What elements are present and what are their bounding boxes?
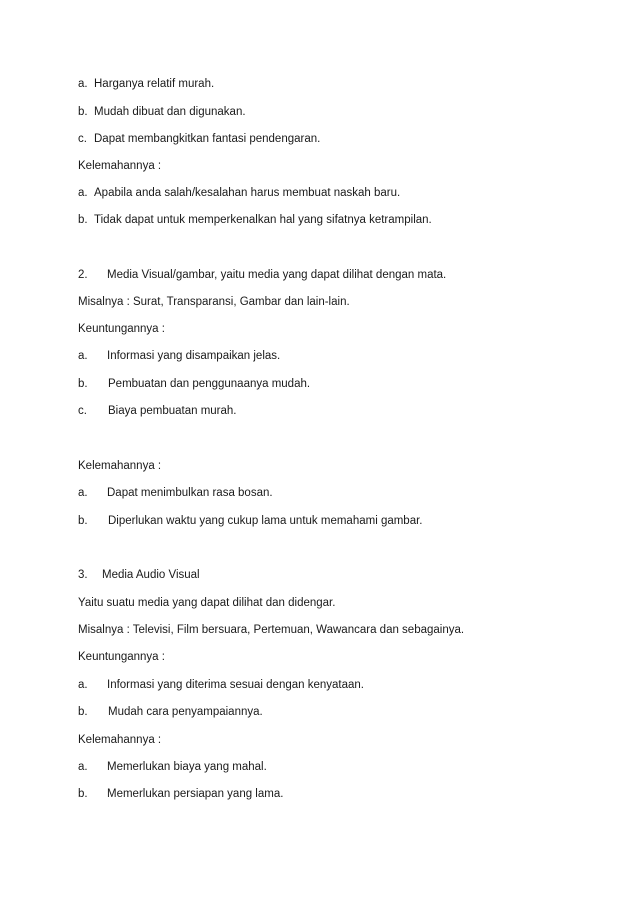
list-item [78, 377, 310, 391]
list-marker: b. [78, 706, 88, 718]
list-marker: b. [78, 788, 88, 800]
list-marker: a. [78, 187, 88, 199]
paragraph [78, 623, 464, 637]
list-item [78, 486, 273, 500]
list-item-text: Apabila anda salah/kesalahan harus membuat naskah baru. [94, 187, 401, 199]
section-heading-text: Media Visual/gambar, yaitu media yang dapat dilihat dengan mata. [107, 269, 447, 281]
list-item [78, 349, 280, 363]
section-heading-text: Media Audio Visual [102, 569, 200, 581]
list-marker: c. [78, 405, 87, 417]
section-label [78, 459, 161, 473]
list-item-text: Tidak dapat untuk memperkenalkan hal yang sifatnya ketrampilan. [94, 214, 432, 226]
list-marker: a. [78, 679, 88, 691]
paragraph-text: Misalnya : Surat, Transparansi, Gambar dan lain-lain. [78, 296, 350, 308]
section-heading [78, 268, 446, 282]
list-marker: b. [78, 214, 88, 226]
list-item [78, 404, 237, 418]
list-item [78, 760, 267, 774]
list-item-text: Dapat menimbulkan rasa bosan. [107, 487, 273, 499]
section-label-text: Keuntungannya : [78, 651, 165, 663]
list-marker: b. [78, 106, 88, 118]
list-marker: b. [78, 515, 88, 527]
list-marker: a. [78, 350, 88, 362]
list-item [78, 105, 246, 119]
paragraph-text: Misalnya : Televisi, Film bersuara, Pertemuan, Wawancara dan sebagainya. [78, 624, 465, 636]
list-marker: a. [78, 761, 88, 773]
section-label [78, 650, 165, 664]
list-item-text: Mudah dibuat dan digunakan. [94, 106, 246, 118]
paragraph [78, 596, 335, 610]
list-item [78, 514, 423, 528]
list-item [78, 186, 400, 200]
list-item [78, 77, 214, 91]
section-label-text: Keuntungannya : [78, 323, 165, 335]
list-marker: b. [78, 378, 88, 390]
list-item-text: Informasi yang diterima sesuai dengan kenyataan. [107, 679, 364, 691]
list-item [78, 213, 432, 227]
list-item-text: Memerlukan biaya yang mahal. [107, 761, 267, 773]
list-item-text: Dapat membangkitkan fantasi pendengaran. [94, 133, 321, 145]
section-label-text: Kelemahannya : [78, 460, 162, 472]
section-label [78, 159, 161, 173]
list-item-text: Diperlukan waktu yang cukup lama untuk memahami gambar. [108, 515, 423, 527]
section-label-text: Kelemahannya : [78, 734, 162, 746]
section-label-text: Kelemahannya : [78, 160, 162, 172]
list-marker: a. [78, 487, 88, 499]
section-number: 2. [78, 269, 88, 281]
section-heading [78, 568, 200, 582]
list-marker: c. [78, 133, 87, 145]
list-item-text: Biaya pembuatan murah. [108, 405, 237, 417]
list-item-text: Harganya relatif murah. [94, 78, 215, 90]
list-item-text: Mudah cara penyampaiannya. [108, 706, 263, 718]
list-item-text: Memerlukan persiapan yang lama. [107, 788, 284, 800]
list-item [78, 678, 364, 692]
list-marker: a. [78, 78, 88, 90]
list-item [78, 787, 283, 801]
list-item-text: Informasi yang disampaikan jelas. [107, 350, 281, 362]
list-item [78, 705, 263, 719]
section-label [78, 733, 161, 747]
paragraph [78, 295, 350, 309]
section-label [78, 322, 165, 336]
list-item [78, 132, 320, 146]
section-number: 3. [78, 569, 88, 581]
paragraph-text: Yaitu suatu media yang dapat dilihat dan didengar. [78, 597, 336, 609]
list-item-text: Pembuatan dan penggunaanya mudah. [108, 378, 311, 390]
